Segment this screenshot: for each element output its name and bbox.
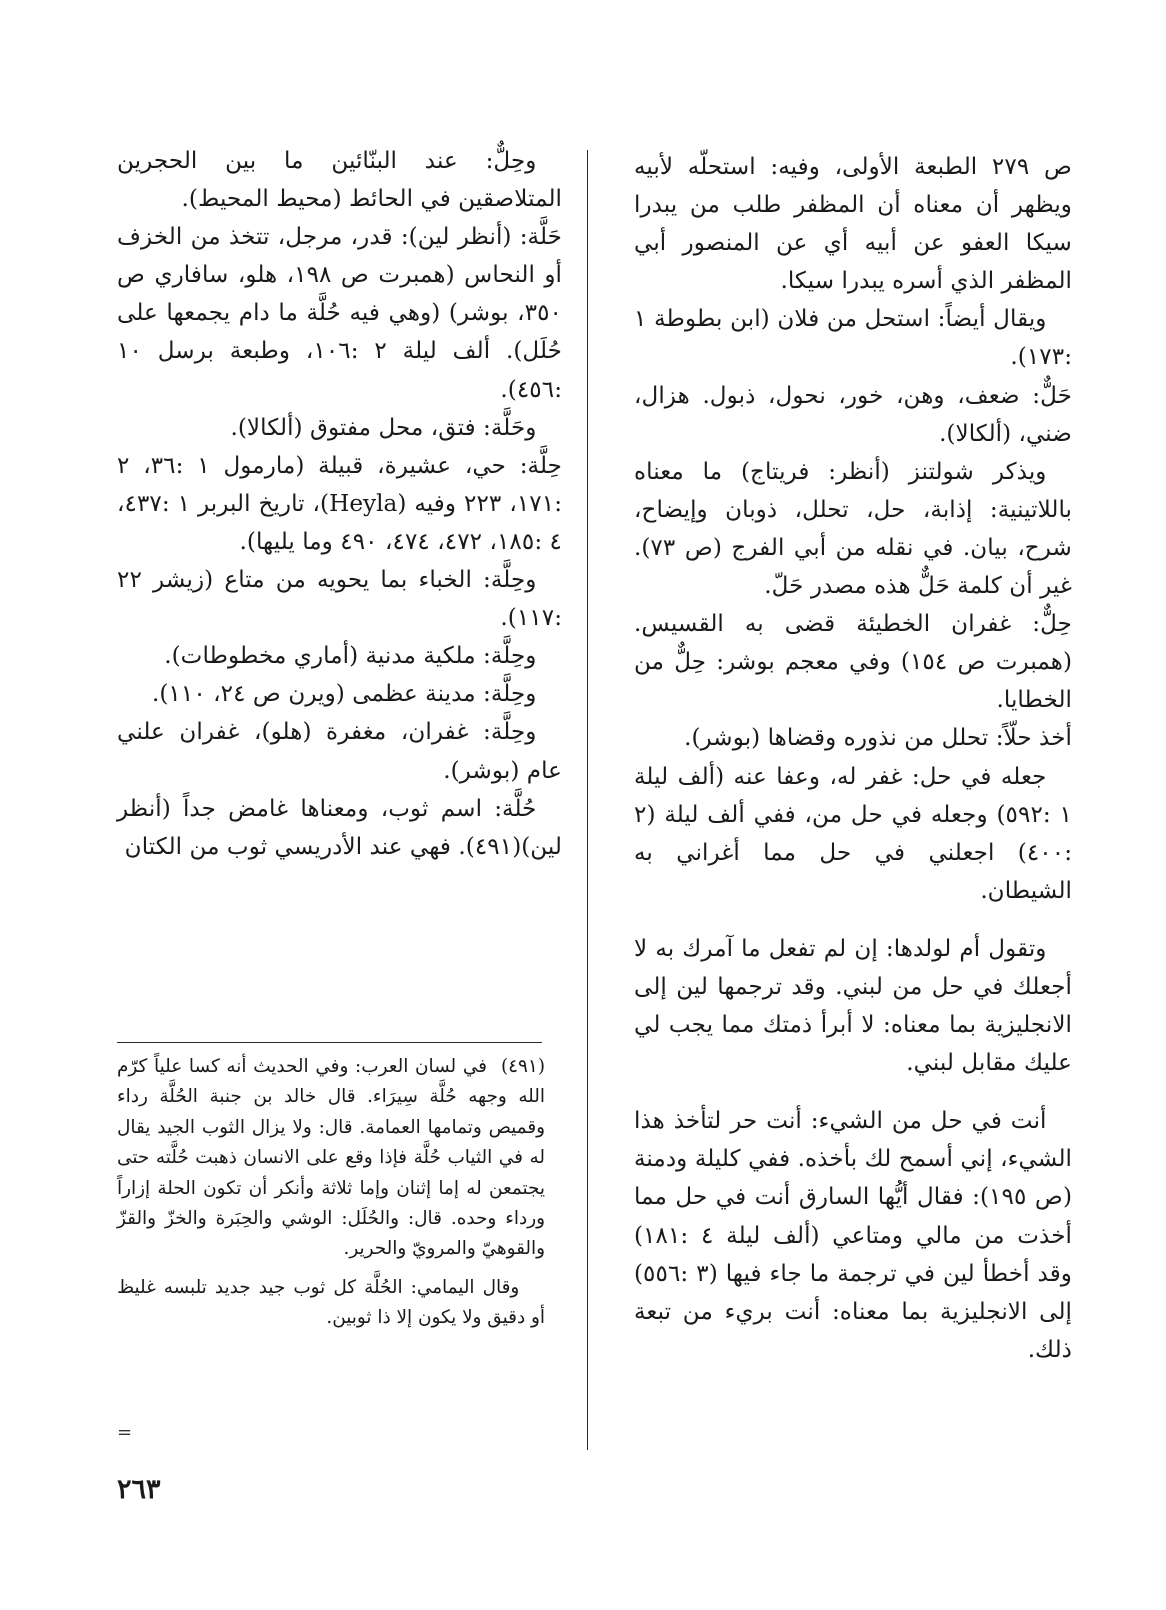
footnote <box>117 1052 545 1265</box>
footnote-number: (٤٩١) <box>500 1056 545 1077</box>
footnote-separator <box>117 1042 542 1043</box>
paragraph: ص ٢٧٩ الطبعة الأولى، وفيه: استحلّه لأبيه ويظهر أن معناه أن المظفر طلب من يبدرا سيكا العفو عن أبيه أي عن المنصور أبي المظفر الذي أسره يبدرا سيكا. <box>634 153 1073 295</box>
paragraph: حَلٌّ: ضعف، وهن، خور، نحول، ذبول. هزال، ضني، (ألكالا). <box>634 381 1072 447</box>
left-column <box>117 142 562 866</box>
footnote <box>117 1273 545 1334</box>
paragraph: أنت في حل من الشيء: أنت حر لتأخذ هذا الشيء، إني أسمح لك بأخذه. ففي كليلة ودمنة (ص ١٩٥): فقال أيُّها السارق أنت في حل مما أخذت من مالي ومتاعي (ألف ليلة ٤ :١٨١) وقد أخطأ لين في ترجمة ما جاء فيها (٣ :٥٥٦) إلى الانجليزية بما معناه: أنت بريء من تبعة ذلك. <box>634 1107 1073 1363</box>
paragraph: وحَلَّة: فتق، محل مفتوق (ألكالا). <box>230 413 537 441</box>
footnotes <box>117 1052 545 1334</box>
footnote-text: وقال اليمامي: الحُلَّة كل ثوب جيد جديد تلبسه غليظ أو دقيق ولا يكون إلا ذا ثوبين. <box>117 1276 545 1329</box>
paragraph: ويقال أيضاً: استحل من فلان (ابن بطوطة ١ :١٧٣). <box>634 305 1072 371</box>
paragraph: حِلَّة: حي، عشيرة، قبيلة (مارمول ١ :٣٦، ٢ :١٧١، ٢٢٣ وفيه (Heyla)، تاريخ البربر ١ :٤٣٧، ٤ :١٨٥، ٤٧٢، ٤٧٤، ٤٩٠ وما يليها). <box>117 451 562 555</box>
paragraph: وحِلٌّ: عند البنّائين ما بين الحجرين المتلاصقين في الحائط (محيط المحيط). <box>117 147 562 213</box>
paragraph: حَلَّة: (أنظر لين): قدر، مرجل، تتخذ من الخزف أو النحاس (همبرت ص ١٩٨، هلو، سافاري ص ٣٥٠، بوشر) (وهي فيه حُلَّة ما دام يجمعها على حُلَل). ألف ليلة ٢ :١٠٦، وطبعة برسل ١٠ :٤٥٦). <box>117 223 562 403</box>
paragraph: وحِلَّة: مدينة عظمى (ويرن ص ٢٤، ١١٠). <box>151 680 537 708</box>
paragraph: وحِلَّة: غفران، مغفرة (هلو)، غفران علني عام (بوشر). <box>117 718 562 784</box>
paragraph: أخذ حلّاً: تحلل من نذوره وقضاها (بوشر). <box>684 724 1072 752</box>
paragraph: وحِلَّة: الخباء بما يحويه من متاع (زيشر ٢٢ :١١٧). <box>117 566 562 632</box>
paragraph: ويذكر شولتنز (أنظر: فريتاج) ما معناه باللاتينية: إذابة، حل، تحلل، ذوبان وإيضاح، شرح، بيان. في نقله من أبي الفرج (ص ٧٣). غير أن كلمة حَلٌّ هذه مصدر حَلّ. <box>634 457 1072 600</box>
continuation-mark: = <box>117 1422 133 1443</box>
paragraph: حُلَّة: اسم ثوب، ومعناها غامض جداً (أنظر لين)(٤٩١). فهي عند الأدريسي ثوب من الكتان <box>117 794 562 860</box>
page-number: ٢٦٣ <box>117 1474 161 1505</box>
column-divider <box>587 150 588 1450</box>
paragraph: جعله في حل: غفر له، وعفا عنه (ألف ليلة ١ :٥٩٢) وجعله في حل من، ففي ألف ليلة (٢ :٤٠٠) اجعلني في حل مما أغراني به الشيطان. <box>634 762 1072 904</box>
right-column <box>634 148 1072 1369</box>
paragraph: وتقول أم لولدها: إن لم تفعل ما آمرك به لا أجعلك في حل من لبني. وقد ترجمها لين إلى الانجليزية بما معناه: لا أبرأ ذمتك مما يجب لي عليك مقابل لبني. <box>634 934 1072 1077</box>
footnote-text: في لسان العرب: وفي الحديث أنه كسا علياً كرّم الله وجهه حُلَّة سِيرَاء. قال خالد بن جنبة الحُلَّة رداء وقميص وتمامها العمامة. قال: ولا يزال الثوب الجيد يقال له في الثياب حُلَّة فإذا وقع على الانسان ذهبت حُلَّته حتى يجتمعن له إما إثنان وإما ثلاثة وأنكر أن تكون الحلة إزاراً ورداء وحده. قال: والحُلَل: الوشي والحِبَرة والخزّ والقزّ والقوهيّ والمرويّ والحرير. <box>117 1056 545 1260</box>
paragraph: وحِلَّة: ملكية مدنية (أماري مخطوطات). <box>164 642 537 670</box>
paragraph: حِلٌّ: غفران الخطيئة قضى به القسيس. (همبرت ص ١٥٤) وفي معجم بوشر: حِلٌّ من الخطايا. <box>634 610 1073 714</box>
